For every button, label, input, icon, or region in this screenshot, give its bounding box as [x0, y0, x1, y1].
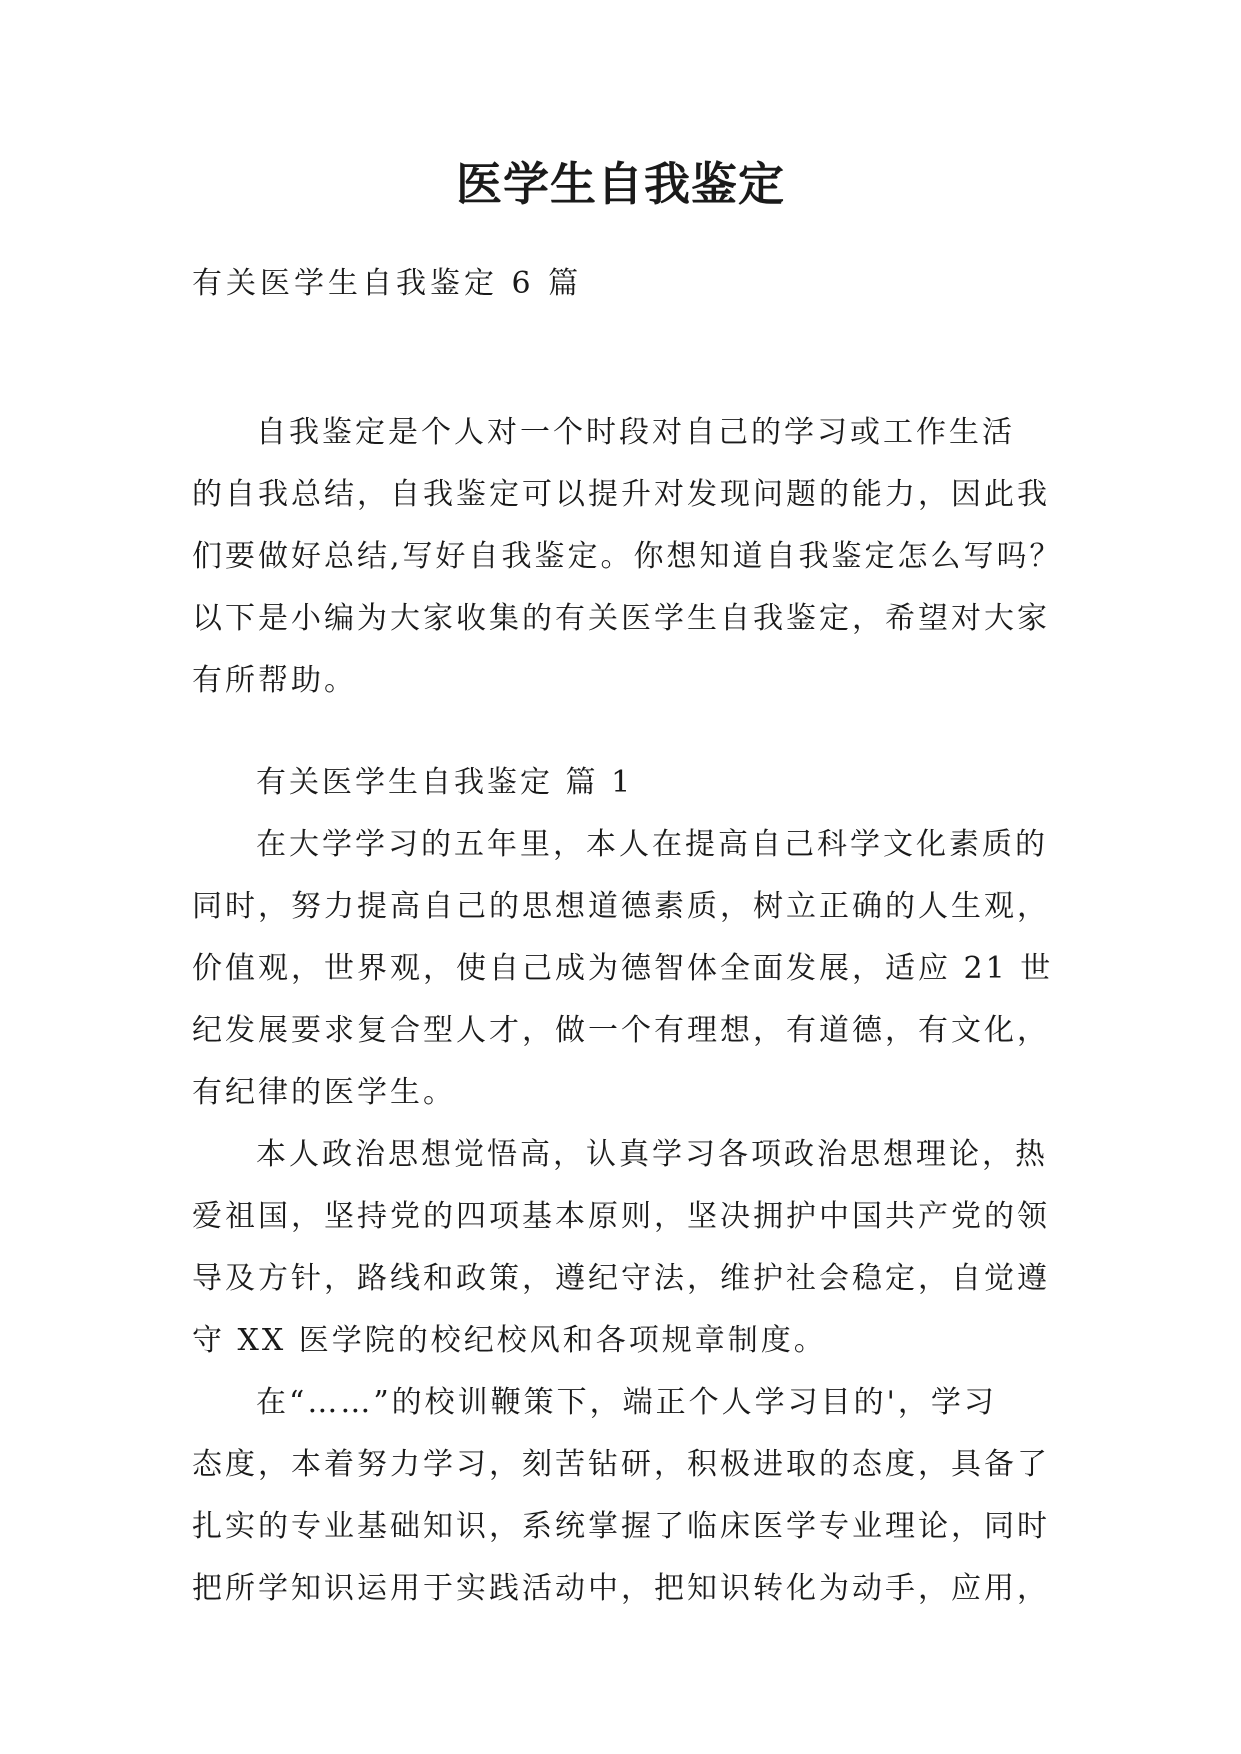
text-line: 的自我总结，自我鉴定可以提升对发现问题的能力，因此我	[192, 477, 1050, 512]
section-1	[192, 752, 1062, 1620]
text-line: 态度，本着努力学习，刻苦钻研，积极进取的态度，具备了	[192, 1447, 1050, 1482]
text-line: 有纪律的医学生。	[192, 1075, 456, 1110]
text-line: 把所学知识运用于实践活动中，把知识转化为动手，应用，	[192, 1571, 1050, 1606]
text-line: 本人政治思想觉悟高，认真学习各项政治思想理论，热	[256, 1137, 1048, 1172]
text-line: 守 XX 医学院的校纪校风和各项规章制度。	[192, 1323, 827, 1358]
text-line: 以下是小编为大家收集的有关医学生自我鉴定，希望对大家	[192, 601, 1050, 636]
text-line: 有所帮助。	[192, 663, 357, 698]
text-line: 价值观，世界观，使自己成为德智体全面发展，适应 21 世	[192, 951, 1054, 986]
text-line: 扎实的专业基础知识，系统掌握了临床医学专业理论，同时	[192, 1509, 1050, 1544]
section-heading: 有关医学生自我鉴定 篇 1	[256, 765, 634, 800]
text-line: 自我鉴定是个人对一个时段对自己的学习或工作生活	[256, 415, 1015, 450]
text-line: 导及方针，路线和政策，遵纪守法，维护社会稳定，自觉遵	[192, 1261, 1050, 1296]
intro-paragraph	[192, 402, 1062, 712]
text-line: 们要做好总结,写好自我鉴定。你想知道自我鉴定怎么写吗？	[192, 539, 1063, 574]
text-line: 纪发展要求复合型人才，做一个有理想，有道德，有文化，	[192, 1013, 1050, 1048]
text-line: 爱祖国，坚持党的四项基本原则，坚决拥护中国共产党的领	[192, 1199, 1050, 1234]
page-title: 医学生自我鉴定	[456, 157, 785, 211]
text-line: 在大学学习的五年里，本人在提高自己科学文化素质的	[256, 827, 1048, 862]
document-subtitle: 有关医学生自我鉴定 6 篇	[192, 266, 583, 301]
text-line: 在“……”的校训鞭策下，端正个人学习目的'，学习	[256, 1385, 997, 1420]
text-line: 同时，努力提高自己的思想道德素质，树立正确的人生观，	[192, 889, 1050, 924]
